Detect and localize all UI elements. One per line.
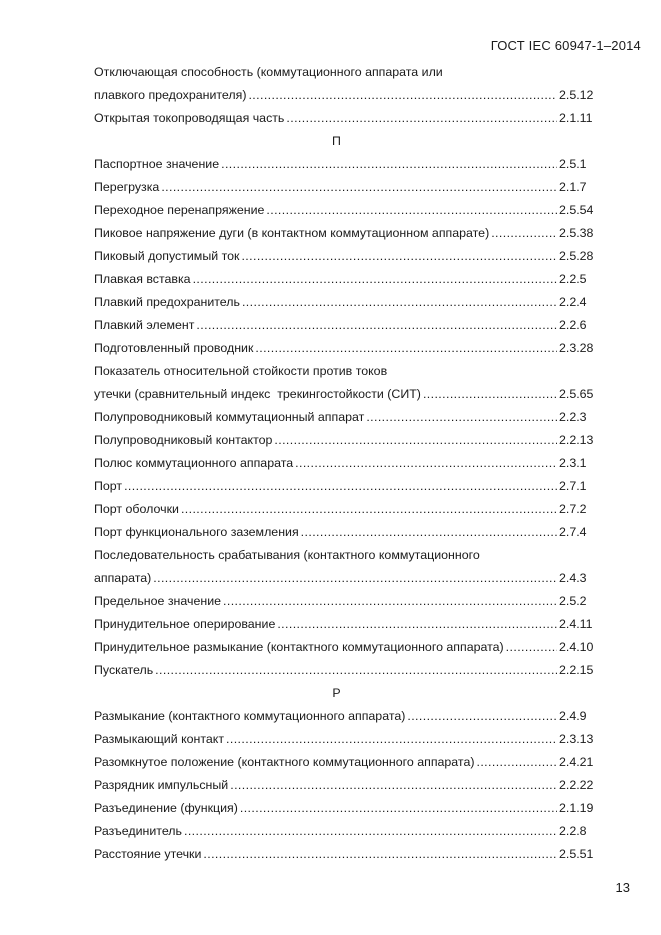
index-ref: 2.2.4 bbox=[559, 295, 587, 309]
index-entry bbox=[94, 797, 599, 820]
index-term: Плавкая вставка bbox=[94, 272, 191, 286]
section-letter-r: Р bbox=[332, 686, 341, 700]
index-ref: 2.5.1 bbox=[559, 157, 587, 171]
index-entry bbox=[94, 843, 599, 866]
index-term: Полюс коммутационного аппарата bbox=[94, 456, 294, 470]
index-term: Разрядник импульсный bbox=[94, 778, 229, 792]
dot-leader bbox=[223, 590, 557, 613]
index-entry bbox=[94, 406, 599, 429]
index-entry bbox=[94, 429, 599, 452]
dot-leader bbox=[124, 475, 557, 498]
document-header: ГОСТ IEC 60947-1–2014 bbox=[490, 38, 641, 53]
index-term: Расстояние утечки bbox=[94, 847, 202, 861]
index-entry bbox=[94, 291, 599, 314]
index-entry bbox=[94, 659, 599, 682]
index-term: Разъединение (функция) bbox=[94, 801, 238, 815]
index-term: Перегрузка bbox=[94, 180, 160, 194]
dot-leader bbox=[295, 452, 557, 475]
index-term: Открытая токопроводящая часть bbox=[94, 111, 285, 125]
dot-leader bbox=[301, 521, 557, 544]
dot-leader bbox=[181, 498, 557, 521]
index-term: Переходное перенапряжение bbox=[94, 203, 265, 217]
dot-leader bbox=[407, 705, 557, 728]
index-term: Размыкающий контакт bbox=[94, 732, 225, 746]
dot-leader bbox=[274, 429, 557, 452]
index-term: Подготовленный проводник bbox=[94, 341, 254, 355]
index-ref: 2.3.1 bbox=[559, 456, 587, 470]
dot-leader bbox=[506, 636, 557, 659]
index-ref: 2.4.3 bbox=[559, 571, 587, 585]
index-term: Порт bbox=[94, 479, 123, 493]
index-entry bbox=[94, 245, 599, 268]
index-entry bbox=[94, 199, 599, 222]
index-term: Порт оболочки bbox=[94, 502, 179, 516]
index-entry bbox=[94, 705, 599, 728]
dot-leader bbox=[226, 728, 557, 751]
dot-leader bbox=[203, 843, 557, 866]
index-entry bbox=[94, 107, 599, 130]
index-ref: 2.5.38 bbox=[559, 226, 594, 240]
dot-leader bbox=[221, 153, 557, 176]
index-term: Пиковое напряжение дуги (в контактном коммутационном аппарате) bbox=[94, 226, 490, 240]
index-list bbox=[94, 61, 599, 866]
index-term: Размыкание (контактного коммутационного аппарата) bbox=[94, 709, 406, 723]
index-ref: 2.7.2 bbox=[559, 502, 587, 516]
index-term: Предельное значение bbox=[94, 594, 222, 608]
index-term: Пускатель bbox=[94, 663, 154, 677]
dot-leader bbox=[184, 820, 557, 843]
dot-leader bbox=[366, 406, 557, 429]
index-ref: 2.1.19 bbox=[559, 801, 594, 815]
index-term: аппарата) bbox=[94, 571, 152, 585]
index-entry bbox=[94, 590, 599, 613]
dot-leader bbox=[196, 314, 557, 337]
dot-leader bbox=[230, 774, 557, 797]
index-entry bbox=[94, 475, 599, 498]
index-ref: 2.2.6 bbox=[559, 318, 587, 332]
index-entry bbox=[94, 268, 599, 291]
index-entry bbox=[94, 751, 599, 774]
index-ref: 2.2.5 bbox=[559, 272, 587, 286]
index-term: Пиковый допустимый ток bbox=[94, 249, 240, 263]
index-entry bbox=[94, 452, 599, 475]
index-entry bbox=[94, 337, 599, 360]
index-ref: 2.4.9 bbox=[559, 709, 587, 723]
dot-leader bbox=[242, 291, 557, 314]
index-ref: 2.2.13 bbox=[559, 433, 594, 447]
index-ref: 2.4.21 bbox=[559, 755, 594, 769]
index-entry bbox=[94, 498, 599, 521]
dot-leader bbox=[266, 199, 557, 222]
section-p-entries bbox=[94, 153, 599, 682]
section-o-tail bbox=[94, 61, 599, 130]
dot-leader bbox=[161, 176, 557, 199]
index-term: плавкого предохранителя) bbox=[94, 88, 247, 102]
dot-leader bbox=[476, 751, 557, 774]
index-entry bbox=[94, 176, 599, 199]
index-ref: 2.5.28 bbox=[559, 249, 594, 263]
index-ref: 2.1.7 bbox=[559, 180, 587, 194]
section-r-entries bbox=[94, 705, 599, 866]
index-ref: 2.4.10 bbox=[559, 640, 594, 654]
index-term: Плавкий элемент bbox=[94, 318, 195, 332]
index-ref: 2.3.28 bbox=[559, 341, 594, 355]
dot-leader bbox=[193, 268, 557, 291]
index-entry bbox=[94, 820, 599, 843]
index-term: Разъединитель bbox=[94, 824, 182, 838]
index-ref: 2.7.1 bbox=[559, 479, 587, 493]
dot-leader bbox=[241, 245, 557, 268]
index-entry bbox=[94, 84, 599, 107]
index-entry bbox=[94, 613, 599, 636]
index-term: Порт функционального заземления bbox=[94, 525, 299, 539]
index-entry bbox=[94, 383, 599, 406]
index-ref: 2.5.12 bbox=[559, 88, 594, 102]
dot-leader bbox=[153, 567, 557, 590]
dot-leader bbox=[286, 107, 557, 130]
index-term: Принудительное размыкание (контактного коммутационного аппарата) bbox=[94, 640, 504, 654]
index-entry bbox=[94, 636, 599, 659]
index-ref: 2.7.4 bbox=[559, 525, 587, 539]
index-ref: 2.5.54 bbox=[559, 203, 594, 217]
index-term: Плавкий предохранитель bbox=[94, 295, 240, 309]
index-term: Паспортное значение bbox=[94, 157, 220, 171]
index-entry-line: Последовательность срабатывания (контактного коммутационного bbox=[94, 548, 480, 562]
index-ref: 2.4.11 bbox=[559, 617, 593, 631]
index-term: утечки (сравнительный индекс трекингостойкости (СИТ) bbox=[94, 387, 421, 401]
index-ref: 2.5.2 bbox=[559, 594, 587, 608]
index-term: Полупроводниковый контактор bbox=[94, 433, 273, 447]
dot-leader bbox=[423, 383, 557, 406]
index-term: Разомкнутое положение (контактного коммутационного аппарата) bbox=[94, 755, 475, 769]
index-ref: 2.3.13 bbox=[559, 732, 594, 746]
index-ref: 2.2.3 bbox=[559, 410, 587, 424]
index-term: Принудительное оперирование bbox=[94, 617, 276, 631]
index-entry bbox=[94, 222, 599, 245]
index-ref: 2.2.8 bbox=[559, 824, 587, 838]
page-number: 13 bbox=[615, 880, 630, 895]
dot-leader bbox=[255, 337, 557, 360]
index-ref: 2.5.51 bbox=[559, 847, 594, 861]
index-ref: 2.2.22 bbox=[559, 778, 594, 792]
index-entry bbox=[94, 728, 599, 751]
index-term: Полупроводниковый коммутационный аппарат bbox=[94, 410, 365, 424]
index-ref: 2.1.11 bbox=[559, 111, 593, 125]
index-ref: 2.2.15 bbox=[559, 663, 594, 677]
index-entry-line: Показатель относительной стойкости против токов bbox=[94, 364, 388, 378]
index-entry bbox=[94, 314, 599, 337]
index-entry bbox=[94, 521, 599, 544]
dot-leader bbox=[277, 613, 557, 636]
index-ref: 2.5.65 bbox=[559, 387, 594, 401]
dot-leader bbox=[491, 222, 557, 245]
dot-leader bbox=[240, 797, 557, 820]
index-entry-line: Отключающая способность (коммутационного аппарата или bbox=[94, 65, 443, 79]
section-letter-p: П bbox=[332, 134, 341, 148]
index-entry bbox=[94, 567, 599, 590]
dot-leader bbox=[155, 659, 557, 682]
dot-leader bbox=[248, 84, 557, 107]
index-entry bbox=[94, 153, 599, 176]
index-entry bbox=[94, 774, 599, 797]
